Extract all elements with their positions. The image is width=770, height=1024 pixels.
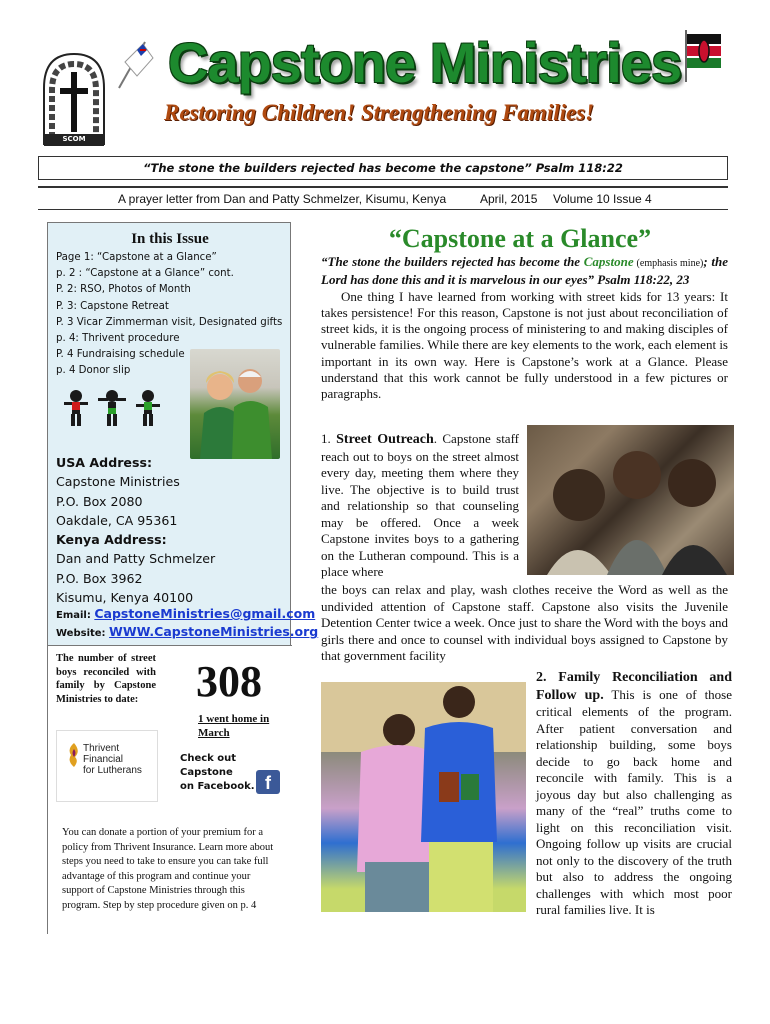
website-label: Website:: [56, 628, 106, 639]
prayer-letter-line: A prayer letter from Dan and Patty Schmelzer, Kisumu, Kenya: [118, 192, 447, 206]
street-outreach-section: [321, 431, 519, 581]
kenya-address-line: Dan and Patty Schmelzer: [56, 551, 216, 567]
toc-item: P. 4 Fundraising schedule: [56, 349, 185, 361]
in-this-issue-heading: In this Issue: [131, 231, 209, 247]
christian-flag-icon: [115, 40, 155, 90]
website-link[interactable]: WWW.CapstoneMinistries.org: [109, 624, 319, 639]
scripture-quote: “The stone the builders rejected has become the: [321, 254, 584, 269]
family-reconciliation-text: This is one of those critical elements of the program. After patient conversation and relationship building, some boys decide to go back home and reconcile with family. This is a joyous day but also challenging as many of the “real” truths come to light on this reconciliation visit. Ongoing follow up visits are crucial not only to the discovery of the truth but also to address the ongoing challenges with which most poor rural families live. It is: [536, 686, 733, 917]
family-reconciliation-section: [536, 669, 732, 919]
scripture-quote-end: ; the Lord has done this and it is marvelous in our eyes” Psalm 118:22, 23: [321, 254, 728, 288]
theme-verse: “The stone the builders rejected has become the capstone” Psalm 118:22: [38, 156, 728, 180]
kenya-flag-icon: [683, 28, 723, 83]
issue-date: April, 2015: [480, 192, 538, 206]
toc-item: p. 4: Thrivent procedure: [56, 333, 180, 345]
reconciliation-count-label: The number of street boys reconciled with family by Capstone Ministries to date:: [56, 653, 156, 705]
kenya-address-line: Kisumu, Kenya 40100: [56, 590, 194, 606]
tagline: Restoring Children! Strengthening Families!: [164, 100, 595, 125]
toc-item: p. 4 Donor slip: [56, 365, 131, 377]
usa-address-line: Capstone Ministries: [56, 474, 180, 490]
reconciliation-count-box: [48, 645, 292, 936]
emphasis-note: (emphasis mine): [633, 258, 704, 269]
family-reconciliation-photo: [321, 682, 526, 912]
toc-item: p. 2 : “Capstone at a Glance” cont.: [56, 268, 234, 280]
dancing-kids-icon: [62, 388, 162, 428]
toc-item: Page 1: “Capstone at a Glance”: [56, 252, 217, 263]
kenya-address-label: Kenya Address:: [56, 532, 167, 548]
toc-item: P. 2: RSO, Photos of Month: [56, 284, 191, 296]
street-outreach-continued: the boys can relax and play, wash clothes receive the Word as well as the undivided attention of Capstone staff. Capstone also visits the Juvenile Detention Center twice a week. Once just to share the Word with the boys and girls there and once to counsel with individual boys assigned to Capstone by that government facility: [321, 582, 728, 663]
newsletter-title: Capstone Ministries: [168, 31, 682, 94]
usa-address-line: Oakdale, CA 95361: [56, 512, 178, 528]
issue-info-bar: [38, 186, 728, 210]
street-outreach-heading: Street Outreach: [336, 432, 434, 447]
article-title: “Capstone at a Glance”: [388, 224, 652, 253]
street-outreach-number: 1.: [321, 431, 337, 446]
usa-address-line: P.O. Box 2080: [56, 493, 143, 509]
usa-address-label: USA Address:: [56, 455, 152, 470]
thrivent-flame-icon: [67, 743, 81, 767]
kenya-address-line: P.O. Box 3962: [56, 570, 143, 586]
facebook-icon[interactable]: f: [256, 770, 280, 794]
issue-volume: Volume 10 Issue 4: [553, 192, 652, 206]
email-label: Email:: [56, 610, 91, 621]
monthly-note-line: March: [198, 727, 230, 739]
family-reconciliation-heading: 2. Family Reconciliation and Follow up.: [536, 670, 732, 703]
thrivent-donation-text: You can donate a portion of your premium for a policy from Thrivent Insurance. Learn more about steps you need to take to ensure you can take full advantage of this program and continue your support of Capstone Ministries through this program. Step by step procedure given on p. 4: [62, 827, 274, 911]
email-row: [56, 606, 315, 621]
thrivent-logo-text: Thrivent Financial for Lutherans: [83, 743, 142, 776]
email-link[interactable]: CapstoneMinistries@gmail.com: [94, 606, 316, 621]
toc-item: P. 3: Capstone Retreat: [56, 300, 169, 312]
schmelzer-couple-photo: [190, 349, 280, 459]
reconciliation-count: 308: [196, 657, 262, 706]
intro-paragraph: One thing I have learned from working with street kids for 13 years: It takes persistence! For this reason, Capstone is not just about reconciliation of street kids, it is the ongoing process of ministering to and making disciples of vulnerable families. While there are key elements to the work, each element is important in its own way. Here is Capstone’s work at a Glance. Please understand that this work cannot be fully understood in a few pictures or paragraphs.: [321, 288, 728, 402]
arch-cross-icon: [38, 48, 110, 148]
monthly-note: [198, 712, 269, 740]
capstone-highlight: Capstone: [583, 254, 634, 269]
capstone-logo: [38, 48, 110, 148]
toc-item: P. 3 Vicar Zimmerman visit, Designated gifts: [56, 316, 283, 328]
website-row: [56, 624, 318, 639]
street-boys-photo: [527, 425, 734, 575]
monthly-note-line: 1 went home in: [198, 713, 270, 725]
sidebar: [47, 222, 319, 934]
article-intro: [321, 254, 728, 403]
thrivent-logo: [56, 730, 158, 802]
street-outreach-text: . Capstone staff reach out to boys on the street almost every day, meeting them where they live. The objective is to build trust and relationship so that counseling may be offered. Once a week Capstone invites boys to a gathering on the Lutheran compound. This is a place where: [321, 431, 520, 579]
logo-text: SCOM: [62, 135, 86, 143]
mailing-addresses: [56, 453, 291, 607]
facebook-callout: Check out Capstone on Facebook.: [180, 753, 255, 792]
